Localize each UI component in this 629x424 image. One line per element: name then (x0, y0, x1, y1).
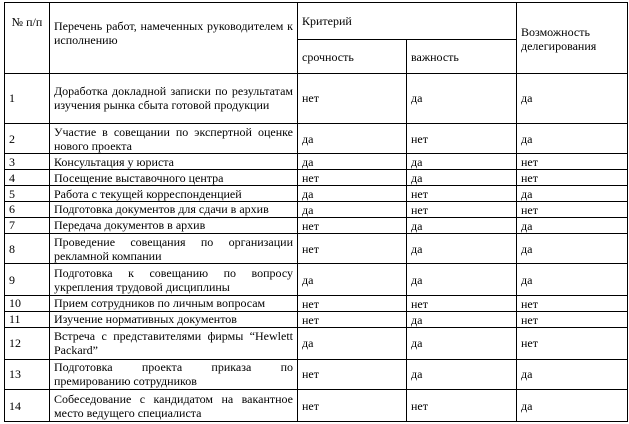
priority-table (4, 2, 628, 422)
table-row (5, 264, 628, 296)
urgency-cell: нет (298, 74, 407, 124)
task-cell: Работа с текущей корреспонденцией (50, 186, 298, 202)
task-cell: Проведение совещания по организации рекламной компании (50, 233, 298, 264)
table-row (5, 233, 628, 264)
task-cell: Консультация у юриста (50, 154, 298, 170)
urgency-cell: да (298, 201, 407, 217)
header-criteria: Критерий (298, 3, 517, 40)
header-task-list: Перечень работ, намеченных руководителем к исполнению (50, 3, 298, 74)
table-row (5, 327, 628, 359)
row-number: 2 (5, 123, 50, 154)
table-row (5, 217, 628, 233)
urgency-cell: нет (298, 359, 407, 390)
row-number: 10 (5, 296, 50, 312)
importance-cell: да (407, 154, 517, 170)
task-cell: Участие в совещании по экспертной оценке нового проекта (50, 123, 298, 154)
delegation-cell: да (517, 359, 628, 390)
table-row (5, 154, 628, 170)
delegation-cell: да (517, 217, 628, 233)
table-row (5, 311, 628, 327)
row-number: 8 (5, 233, 50, 264)
task-cell: Подготовка документов для сдачи в архив (50, 201, 298, 217)
delegation-cell: да (517, 123, 628, 154)
urgency-cell: нет (298, 296, 407, 312)
urgency-cell: нет (298, 217, 407, 233)
header-number: № п/п (5, 3, 50, 74)
table-row (5, 170, 628, 186)
task-cell: Встреча с представителями фирмы “Hewlett Packard” (50, 327, 298, 359)
header-importance: важность (407, 40, 517, 74)
importance-cell: нет (407, 296, 517, 312)
header-urgency: срочность (298, 40, 407, 74)
row-number: 3 (5, 154, 50, 170)
delegation-cell: нет (517, 311, 628, 327)
table-row (5, 359, 628, 390)
importance-cell: нет (407, 390, 517, 422)
delegation-cell: да (517, 390, 628, 422)
table-row (5, 390, 628, 422)
importance-cell: да (407, 311, 517, 327)
table-row (5, 201, 628, 217)
importance-cell: да (407, 217, 517, 233)
row-number: 7 (5, 217, 50, 233)
urgency-cell: нет (298, 233, 407, 264)
delegation-cell: да (517, 233, 628, 264)
urgency-cell: да (298, 186, 407, 202)
importance-cell: да (407, 233, 517, 264)
table-header (5, 3, 628, 74)
task-cell: Подготовка проекта приказа по премированию сотрудников (50, 359, 298, 390)
delegation-cell: да (517, 186, 628, 202)
delegation-cell: нет (517, 170, 628, 186)
delegation-cell: нет (517, 296, 628, 312)
urgency-cell: да (298, 154, 407, 170)
delegation-cell: нет (517, 154, 628, 170)
row-number: 5 (5, 186, 50, 202)
task-cell: Передача документов в архив (50, 217, 298, 233)
delegation-cell: нет (517, 327, 628, 359)
urgency-cell: нет (298, 311, 407, 327)
table-row (5, 74, 628, 124)
delegation-cell: да (517, 264, 628, 296)
importance-cell: да (407, 264, 517, 296)
importance-cell: нет (407, 201, 517, 217)
row-number: 14 (5, 390, 50, 422)
task-cell: Посещение выставочного центра (50, 170, 298, 186)
row-number: 12 (5, 327, 50, 359)
row-number: 6 (5, 201, 50, 217)
row-number: 1 (5, 74, 50, 124)
header-row-1 (5, 3, 628, 40)
importance-cell: да (407, 359, 517, 390)
row-number: 9 (5, 264, 50, 296)
task-cell: Собеседование с кандидатом на вакантное место ведущего специалиста (50, 390, 298, 422)
row-number: 11 (5, 311, 50, 327)
delegation-cell: да (517, 74, 628, 124)
header-delegation: Возможность делегирования (517, 3, 628, 74)
importance-cell: да (407, 74, 517, 124)
task-cell: Прием сотрудников по личным вопросам (50, 296, 298, 312)
table-row (5, 123, 628, 154)
table-row (5, 296, 628, 312)
delegation-cell: нет (517, 201, 628, 217)
row-number: 13 (5, 359, 50, 390)
task-cell: Подготовка к совещанию по вопросу укрепления трудовой дисциплины (50, 264, 298, 296)
table-row (5, 186, 628, 202)
urgency-cell: нет (298, 170, 407, 186)
urgency-cell: нет (298, 390, 407, 422)
task-cell: Изучение нормативных документов (50, 311, 298, 327)
importance-cell: нет (407, 123, 517, 154)
task-cell: Доработка докладной записки по результатам изучения рынка сбыта готовой продукции (50, 74, 298, 124)
urgency-cell: да (298, 123, 407, 154)
row-number: 4 (5, 170, 50, 186)
urgency-cell: да (298, 264, 407, 296)
importance-cell: да (407, 327, 517, 359)
importance-cell: нет (407, 186, 517, 202)
table-body (5, 74, 628, 422)
importance-cell: да (407, 170, 517, 186)
urgency-cell: да (298, 327, 407, 359)
